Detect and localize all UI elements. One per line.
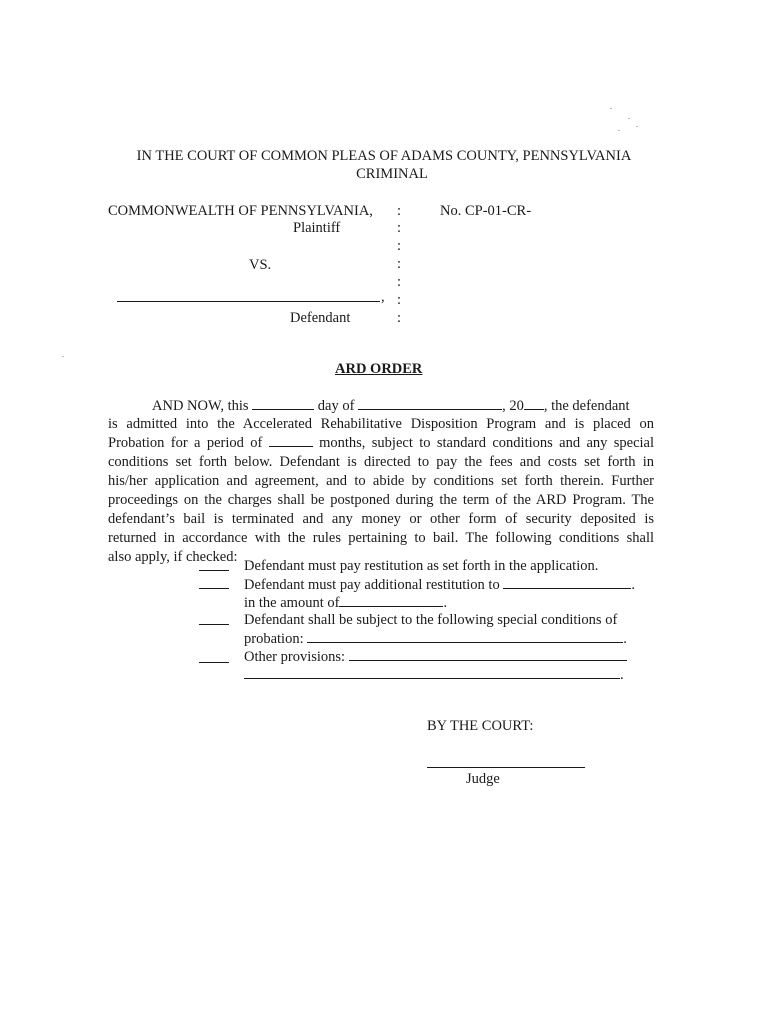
caption-colon: : bbox=[397, 220, 402, 236]
restitution-recipient-blank[interactable] bbox=[503, 576, 631, 589]
other-provisions-blank-2[interactable] bbox=[244, 666, 620, 679]
body-line-1: AND NOW, this day of , 20 , the defendant bbox=[152, 398, 630, 414]
scan-speck bbox=[610, 108, 612, 109]
checkbox-line-restitution[interactable] bbox=[199, 558, 229, 576]
caption-comma: , bbox=[381, 289, 385, 305]
vs-label: VS. bbox=[249, 257, 272, 273]
condition-probation: probation: . bbox=[244, 631, 627, 647]
scan-speck bbox=[636, 126, 638, 127]
caption-colon: : bbox=[397, 310, 402, 326]
scan-speck bbox=[62, 356, 64, 357]
by-the-court: BY THE COURT: bbox=[427, 718, 534, 734]
body-paragraph: is admitted into the Accelerated Rehabilitative Disposition Program and is placed on Probation for a period of months, subject to standard conditions and any special conditions set forth below. Defendant is directed to pay the fees and costs set forth in his/her application and agreement, and to abide by conditions set forth therein. Further proceedings on the charges shall be postponed during the term of the ARD Program. The defendant’s bail is terminated and any money or other form of security deposited is returned in accordance with the rules pertaining to bail. The following conditions shall also apply, if checked: bbox=[108, 416, 655, 565]
caption-colon: : bbox=[397, 274, 402, 290]
plaintiff-label: Plaintiff bbox=[293, 220, 341, 236]
condition-restitution: Defendant must pay restitution as set forth in the application. bbox=[244, 558, 599, 574]
court-name: IN THE COURT OF COMMON PLEAS OF ADAMS COUNTY, PENNSYLVANIA bbox=[136, 148, 632, 164]
probation-months-blank[interactable] bbox=[269, 434, 313, 447]
caption-colon: : bbox=[397, 238, 402, 254]
scan-speck bbox=[628, 118, 630, 119]
year-blank[interactable] bbox=[524, 397, 544, 410]
caption-colon: : bbox=[397, 256, 402, 272]
restitution-amount-blank[interactable] bbox=[339, 594, 443, 607]
checkbox-line-special-conditions[interactable] bbox=[199, 612, 229, 630]
special-conditions-blank[interactable] bbox=[307, 630, 623, 643]
judge-signature-line[interactable] bbox=[427, 755, 585, 768]
case-number: No. CP-01-CR- bbox=[440, 203, 532, 219]
condition-other: Other provisions: bbox=[244, 648, 627, 666]
scan-speck bbox=[618, 130, 620, 131]
defendant-name-line[interactable] bbox=[117, 289, 380, 302]
judge-label: Judge bbox=[466, 771, 500, 787]
other-provisions-line-2: . bbox=[244, 666, 624, 684]
condition-amount: in the amount of . bbox=[244, 595, 448, 611]
other-provisions-blank[interactable] bbox=[349, 648, 627, 661]
day-blank[interactable] bbox=[252, 397, 314, 410]
caption-colon: : bbox=[397, 292, 402, 308]
defendant-label: Defendant bbox=[290, 310, 351, 326]
caption-colon: : bbox=[397, 203, 402, 219]
court-division: CRIMINAL bbox=[356, 166, 428, 182]
order-title: ARD ORDER bbox=[335, 361, 423, 377]
month-blank[interactable] bbox=[358, 397, 502, 410]
condition-additional-restitution: Defendant must pay additional restitution to . bbox=[244, 577, 635, 593]
plaintiff-name: COMMONWEALTH OF PENNSYLVANIA, bbox=[108, 203, 373, 219]
checkbox-line-other-provisions[interactable] bbox=[199, 650, 229, 668]
checkbox-line-additional-restitution[interactable] bbox=[199, 576, 229, 594]
condition-special: Defendant shall be subject to the following special conditions of bbox=[244, 612, 618, 628]
